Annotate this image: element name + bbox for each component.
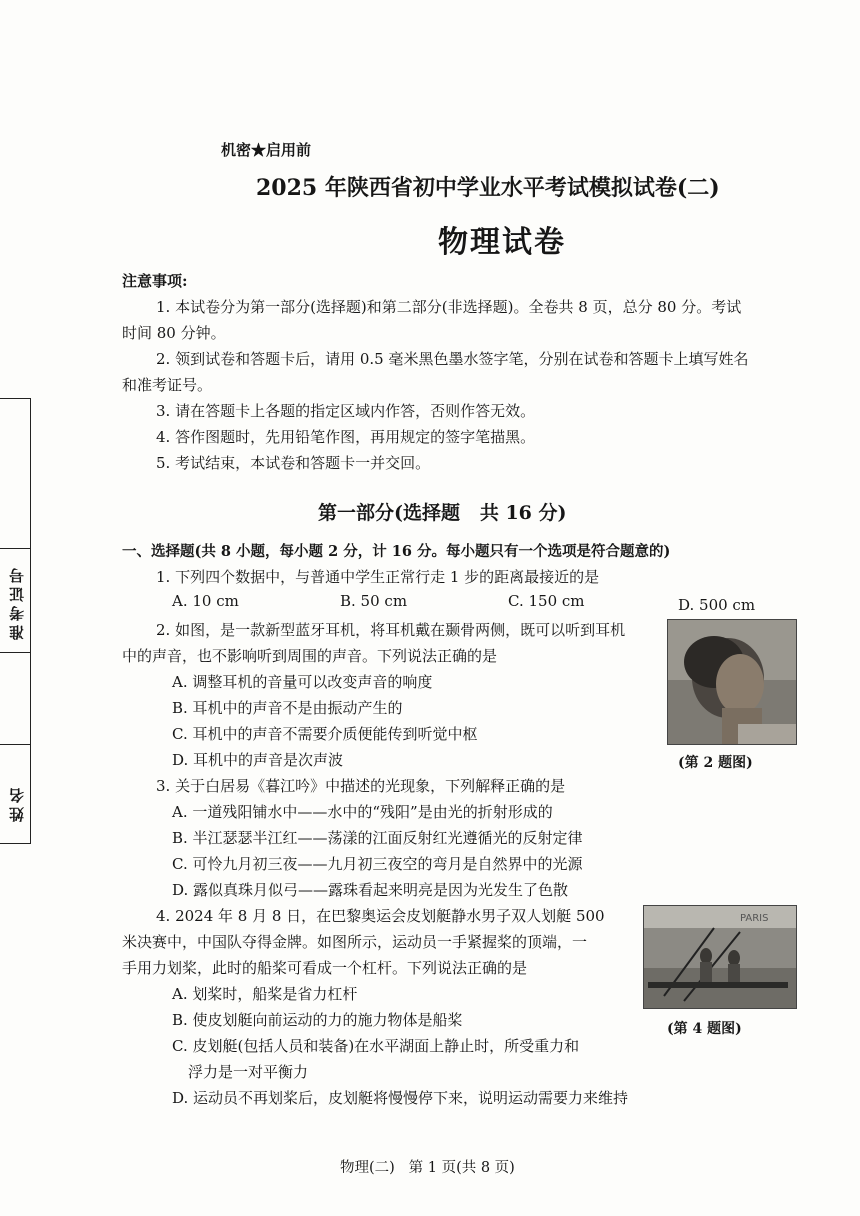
q3-option-c: C. 可怜九月初三夜——九月初三夜空的弯月是自然界中的光源 bbox=[172, 855, 583, 873]
q2-option-d: D. 耳机中的声音是次声波 bbox=[172, 751, 344, 769]
note-5: 5. 考试结束，本试卷和答题卡一并交回。 bbox=[156, 454, 431, 472]
subject-title: 物理试卷 bbox=[438, 225, 566, 260]
q4-figure-caption: (第 4 题图) bbox=[667, 1021, 742, 1037]
exam-title: 2025 年陕西省初中学业水平考试模拟试卷(二) bbox=[256, 175, 720, 201]
q1-option-c: C. 150 cm bbox=[508, 592, 585, 610]
note-4: 4. 答作图题时，先用铅笔作图，再用规定的签字笔描黑。 bbox=[156, 428, 536, 446]
q4-option-c-cont: 浮力是一对平衡力 bbox=[188, 1063, 309, 1081]
part1-title: 第一部分(选择题 共 16 分) bbox=[318, 502, 567, 524]
q1-option-d: D. 500 cm bbox=[678, 596, 756, 614]
note-2-cont: 和准考证号。 bbox=[122, 376, 213, 394]
q3-option-b: B. 半江瑟瑟半江红——荡漾的江面反射红光遵循光的反射定律 bbox=[172, 829, 583, 847]
banner-text: PARIS bbox=[740, 913, 769, 924]
note-2: 2. 领到试卷和答题卡后，请用 0.5 毫米黑色墨水签字笔，分别在试卷和答题卡上填写姓名 bbox=[156, 350, 749, 368]
q4-stem: 4. 2024 年 8 月 8 日，在巴黎奥运会皮划艇静水男子双人划艇 500 bbox=[156, 907, 605, 925]
exam-id-label: 准考证号 bbox=[8, 564, 26, 640]
q2-option-c: C. 耳机中的声音不需要介质便能传到听觉中枢 bbox=[172, 725, 478, 743]
q1-option-b: B. 50 cm bbox=[340, 592, 408, 610]
note-3: 3. 请在答题卡上各题的指定区域内作答，否则作答无效。 bbox=[156, 402, 536, 420]
q4-canoe-photo bbox=[643, 905, 797, 1009]
q1-option-a: A. 10 cm bbox=[172, 592, 239, 610]
q2-option-b: B. 耳机中的声音不是由振动产生的 bbox=[172, 699, 403, 717]
q3-stem: 3. 关于白居易《暮江吟》中描述的光现象，下列解释正确的是 bbox=[156, 777, 566, 795]
q3-option-a: A. 一道残阳铺水中——水中的“残阳”是由光的折射形成的 bbox=[172, 803, 553, 821]
page-footer: 物理(二) 第 1 页(共 8 页) bbox=[340, 1160, 515, 1176]
binding-divider bbox=[0, 652, 30, 653]
q4-option-c: C. 皮划艇(包括人员和装备)在水平湖面上静止时，所受重力和 bbox=[172, 1037, 580, 1055]
q4-option-d: D. 运动员不再划桨后，皮划艇将慢慢停下来，说明运动需要力来维持 bbox=[172, 1089, 629, 1107]
q2-figure-caption: (第 2 题图) bbox=[678, 755, 753, 771]
q1-stem: 1. 下列四个数据中，与普通中学生正常行走 1 步的距离最接近的是 bbox=[156, 568, 600, 586]
binding-divider bbox=[0, 744, 30, 745]
q4-stem-cont: 米决赛中，中国队夺得金牌。如图所示，运动员一手紧握桨的顶端，一 bbox=[122, 933, 588, 951]
note-1: 1. 本试卷分为第一部分(选择题)和第二部分(非选择题)。全卷共 8 页，总分 80 分。考试 bbox=[156, 298, 742, 316]
q2-option-a: A. 调整耳机的音量可以改变声音的响度 bbox=[172, 673, 433, 691]
q2-earphone-photo bbox=[667, 619, 797, 745]
name-label: 姓名 bbox=[8, 784, 26, 822]
confidential-label: 机密★启用前 bbox=[221, 141, 312, 159]
binding-divider bbox=[0, 548, 30, 549]
q2-stem: 2. 如图，是一款新型蓝牙耳机，将耳机戴在颞骨两侧，既可以听到耳机 bbox=[156, 621, 626, 639]
q4-option-a: A. 划桨时，船桨是省力杠杆 bbox=[172, 985, 358, 1003]
part1-instructions: 一、选择题(共 8 小题，每小题 2 分，计 16 分。每小题只有一个选项是符合题意的) bbox=[122, 543, 671, 560]
q3-option-d: D. 露似真珠月似弓——露珠看起来明亮是因为光发生了色散 bbox=[172, 881, 569, 899]
q4-stem-cont2: 手用力划桨，此时的船桨可看成一个杠杆。下列说法正确的是 bbox=[122, 959, 528, 977]
note-1-cont: 时间 80 分钟。 bbox=[122, 324, 226, 342]
q2-stem-cont: 中的声音，也不影响听到周围的声音。下列说法正确的是 bbox=[122, 647, 498, 665]
q4-option-b: B. 使皮划艇向前运动的力的施力物体是船桨 bbox=[172, 1011, 463, 1029]
notes-heading: 注意事项: bbox=[122, 272, 188, 290]
